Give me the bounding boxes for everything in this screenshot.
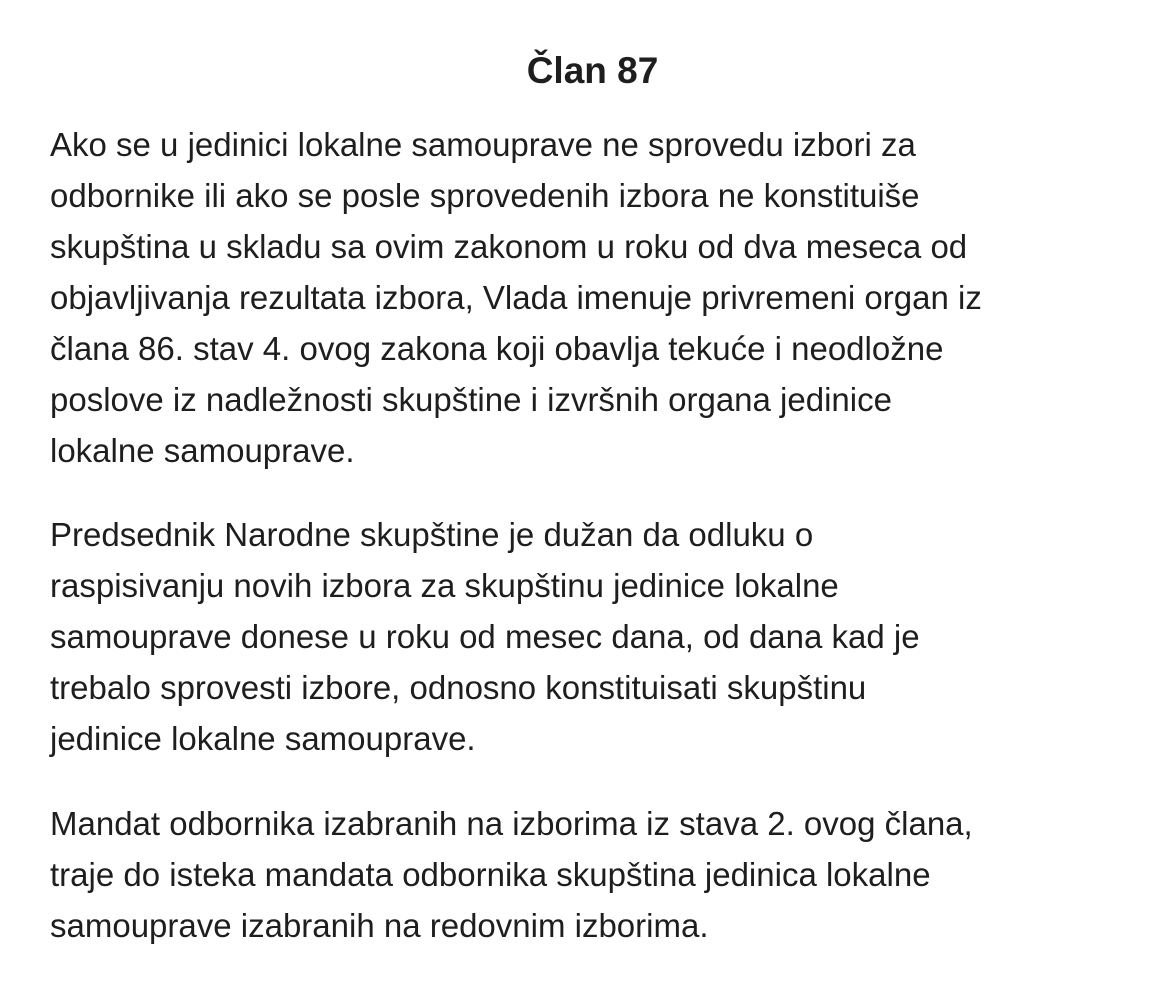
- paragraph-line: Predsednik Narodne skupštine je dužan da odluku o: [50, 516, 814, 553]
- paragraph-1: [50, 119, 1135, 476]
- paragraph-line: Ako se u jedinici lokalne samouprave ne sprovedu izbori za: [50, 126, 916, 163]
- paragraph-2: [50, 509, 1135, 764]
- paragraph-line: samouprave izabranih na redovnim izborima.: [50, 907, 709, 944]
- article-title: Član 87: [526, 50, 659, 91]
- paragraph-3: [50, 798, 1135, 951]
- paragraph-line: lokalne samouprave.: [50, 432, 355, 469]
- paragraph-line: člana 86. stav 4. ovog zakona koji obavlja tekuće i neodložne: [50, 330, 944, 367]
- paragraph-line: traje do isteka mandata odbornika skupština jedinica lokalne: [50, 856, 931, 893]
- paragraph-line: poslove iz nadležnosti skupštine i izvršnih organa jedinice: [50, 381, 892, 418]
- paragraph-line: jedinice lokalne samouprave.: [50, 720, 476, 757]
- paragraph-line: objavljivanja rezultata izbora, Vlada imenuje privremeni organ iz: [50, 279, 982, 316]
- paragraph-line: trebalo sprovesti izbore, odnosno konstituisati skupštinu: [50, 669, 867, 706]
- paragraph-line: samouprave donese u roku od mesec dana, od dana kad je: [50, 618, 920, 655]
- paragraph-line: odbornike ili ako se posle sprovedenih izbora ne konstituiše: [50, 177, 920, 214]
- paragraph-line: raspisivanju novih izbora za skupštinu jedinice lokalne: [50, 567, 839, 604]
- article: [50, 0, 1135, 951]
- paragraph-line: skupština u skladu sa ovim zakonom u roku od dva meseca od: [50, 228, 968, 265]
- paragraph-line: Mandat odbornika izabranih na izborima iz stava 2. ovog člana,: [50, 805, 973, 842]
